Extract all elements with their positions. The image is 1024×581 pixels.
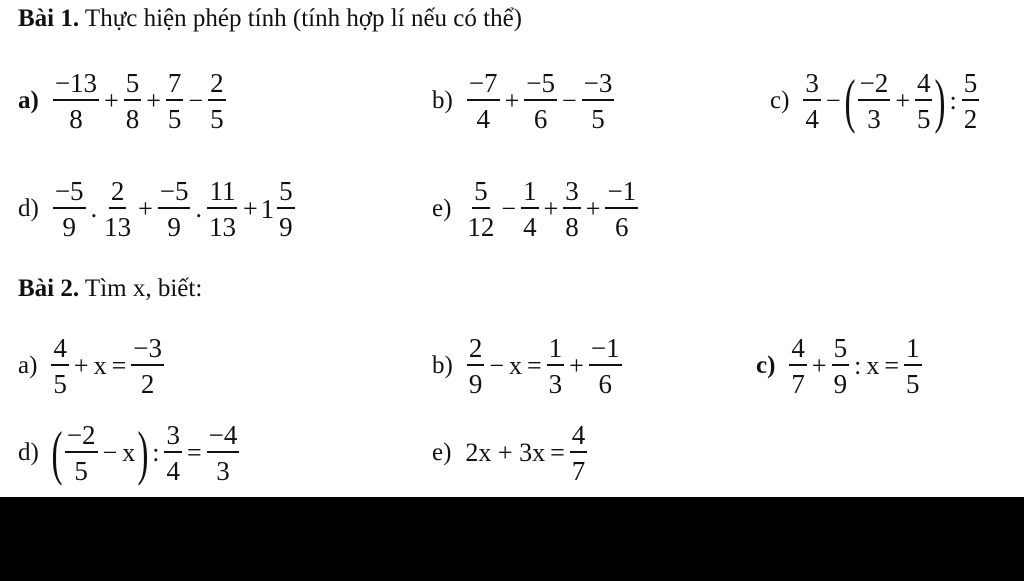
fraction	[605, 176, 638, 242]
numerator: −1	[589, 333, 622, 366]
denominator: 4	[523, 212, 537, 242]
operator: .	[195, 194, 202, 223]
denominator: 6	[533, 104, 548, 134]
numerator: 5	[277, 176, 295, 209]
numerator: 4	[915, 68, 933, 101]
fraction	[65, 420, 98, 486]
denominator: 2	[140, 369, 155, 399]
fraction	[53, 176, 86, 242]
fraction	[962, 68, 980, 134]
numerator: 5	[962, 68, 980, 101]
numerator: −5	[53, 176, 86, 209]
equals-sign: =	[111, 351, 127, 380]
equals-sign: =	[186, 438, 202, 467]
numerator: −1	[605, 176, 638, 209]
left-parenthesis: (	[844, 68, 856, 134]
denominator: 8	[565, 212, 579, 242]
denominator: 5	[167, 104, 182, 134]
operator: :	[152, 438, 160, 467]
bai2-heading-text: Tìm x, biết:	[79, 275, 203, 302]
bai2-heading-bold: Bài 2.	[18, 275, 80, 302]
denominator: 9	[279, 212, 293, 242]
denominator: 4	[805, 104, 819, 134]
operator: .	[90, 194, 98, 223]
bai1-e-label: e)	[432, 195, 452, 222]
fraction	[166, 68, 184, 134]
bai1-c	[770, 68, 981, 134]
denominator: 5	[906, 369, 920, 399]
bai1-d	[18, 176, 297, 242]
fraction	[858, 68, 891, 134]
numerator: 4	[51, 333, 69, 366]
numerator: −2	[65, 420, 98, 453]
variable-x: x	[122, 438, 136, 467]
fraction	[158, 176, 191, 242]
numerator: 3	[803, 68, 821, 101]
bai2-heading	[18, 274, 202, 304]
variable-x: x	[509, 351, 522, 380]
denominator: 6	[615, 212, 629, 242]
denominator: 5	[591, 104, 605, 134]
fraction	[521, 176, 539, 242]
bai1-heading-text: Thực hiện phép tính (tính hợp lí nếu có thể)	[79, 5, 523, 32]
numerator: 3	[164, 420, 182, 453]
equals-sign: =	[884, 351, 899, 380]
numerator: 5	[124, 68, 142, 101]
numerator: 2	[208, 68, 226, 101]
denominator: 4	[166, 456, 180, 486]
fraction	[131, 333, 164, 399]
operator: :	[949, 86, 957, 115]
denominator: 3	[548, 369, 563, 399]
bai2-b	[432, 333, 624, 399]
denominator: 13	[208, 212, 236, 242]
operator: −	[561, 86, 577, 115]
numerator: 4	[570, 420, 588, 453]
bai2-b-label: b)	[432, 352, 453, 379]
numerator: 1	[904, 333, 922, 366]
bai2-a	[18, 333, 166, 399]
numerator: 7	[166, 68, 184, 101]
numerator: −3	[582, 68, 615, 101]
bai1-e	[432, 176, 640, 242]
denominator: 13	[104, 212, 132, 242]
numerator: 5	[472, 176, 490, 209]
operator: +	[543, 194, 559, 223]
variable-x: x	[866, 351, 880, 380]
denominator: 8	[69, 104, 83, 134]
operator: −	[501, 194, 517, 223]
operator: −	[102, 438, 118, 467]
fraction	[467, 68, 500, 134]
fraction	[207, 176, 238, 242]
bai2-e	[432, 420, 589, 486]
fraction	[207, 420, 240, 486]
bai2-a-label: a)	[18, 352, 38, 379]
right-parenthesis: )	[934, 68, 946, 134]
operator: +	[504, 86, 520, 115]
numerator: 2	[109, 176, 127, 209]
numerator: −5	[158, 176, 191, 209]
numerator: 4	[789, 333, 807, 366]
bai2-d	[18, 420, 241, 486]
fraction	[524, 68, 557, 134]
numerator: 2	[467, 333, 485, 366]
operator: +	[146, 86, 161, 115]
fraction	[563, 176, 581, 242]
denominator: 9	[468, 369, 483, 399]
bai2-c	[756, 333, 924, 399]
operator: :	[854, 351, 862, 380]
denominator: 5	[210, 104, 224, 134]
numerator: 11	[207, 176, 237, 209]
numerator: −3	[131, 333, 164, 366]
expression: 2x + 3x	[465, 438, 546, 467]
bai1-heading-bold: Bài 1.	[18, 5, 80, 32]
numerator: 1	[521, 176, 539, 209]
fraction	[53, 68, 99, 134]
operator: +	[569, 351, 584, 380]
numerator: −4	[207, 420, 240, 453]
numerator: 3	[563, 176, 581, 209]
numerator: 5	[832, 333, 850, 366]
denominator: 4	[476, 104, 490, 134]
bai1-a-label: a)	[18, 87, 39, 114]
denominator: 9	[167, 212, 181, 242]
numerator: 1	[547, 333, 565, 366]
denominator: 9	[833, 369, 848, 399]
denominator: 9	[62, 212, 76, 242]
operator: −	[825, 86, 841, 115]
fraction	[465, 176, 496, 242]
denominator: 7	[571, 456, 586, 486]
denominator: 12	[467, 212, 495, 242]
numerator: −13	[53, 68, 99, 101]
operator: +	[811, 351, 827, 380]
denominator: 5	[53, 369, 67, 399]
fraction	[208, 68, 226, 134]
fraction	[102, 176, 133, 242]
numerator: −2	[858, 68, 891, 101]
denominator: 7	[791, 369, 805, 399]
mixed-whole: 1	[260, 193, 275, 224]
bottom-black-bar	[0, 497, 1024, 581]
denominator: 3	[867, 104, 881, 134]
fraction	[803, 68, 821, 134]
bai1-d-label: d)	[18, 195, 39, 222]
fraction	[467, 333, 485, 399]
numerator: −5	[524, 68, 557, 101]
operator: +	[585, 194, 601, 223]
fraction	[582, 68, 615, 134]
bai1-heading	[18, 4, 522, 34]
fraction	[570, 420, 588, 486]
left-parenthesis: (	[51, 420, 63, 486]
denominator: 6	[598, 369, 612, 399]
equals-sign: =	[550, 438, 565, 467]
fraction	[164, 420, 182, 486]
denominator: 3	[216, 456, 230, 486]
numerator: −7	[467, 68, 500, 101]
bai1-b	[432, 68, 616, 134]
operator: +	[138, 194, 153, 223]
fraction	[904, 333, 922, 399]
fraction	[277, 176, 295, 242]
bai2-d-label: d)	[18, 439, 39, 466]
fraction	[124, 68, 142, 134]
equals-sign: =	[527, 351, 542, 380]
denominator: 2	[963, 104, 978, 134]
fraction	[789, 333, 807, 399]
denominator: 8	[125, 104, 140, 134]
fraction	[547, 333, 565, 399]
bai2-c-label: c)	[756, 352, 776, 379]
fraction	[51, 333, 69, 399]
bai1-a	[18, 68, 228, 134]
operator: +	[242, 194, 258, 223]
fraction	[915, 68, 933, 134]
bai2-e-label: e)	[432, 439, 452, 466]
bai1-c-label: c)	[770, 87, 790, 114]
fraction	[589, 333, 622, 399]
operator: +	[73, 351, 89, 380]
bai1-b-label: b)	[432, 87, 453, 114]
operator: −	[489, 351, 504, 380]
fraction	[832, 333, 850, 399]
denominator: 5	[74, 456, 88, 486]
variable-x: x	[93, 351, 107, 380]
operator: +	[895, 86, 910, 115]
right-parenthesis: )	[137, 420, 149, 486]
operator: −	[188, 86, 204, 115]
operator: +	[104, 86, 119, 115]
denominator: 5	[916, 104, 931, 134]
